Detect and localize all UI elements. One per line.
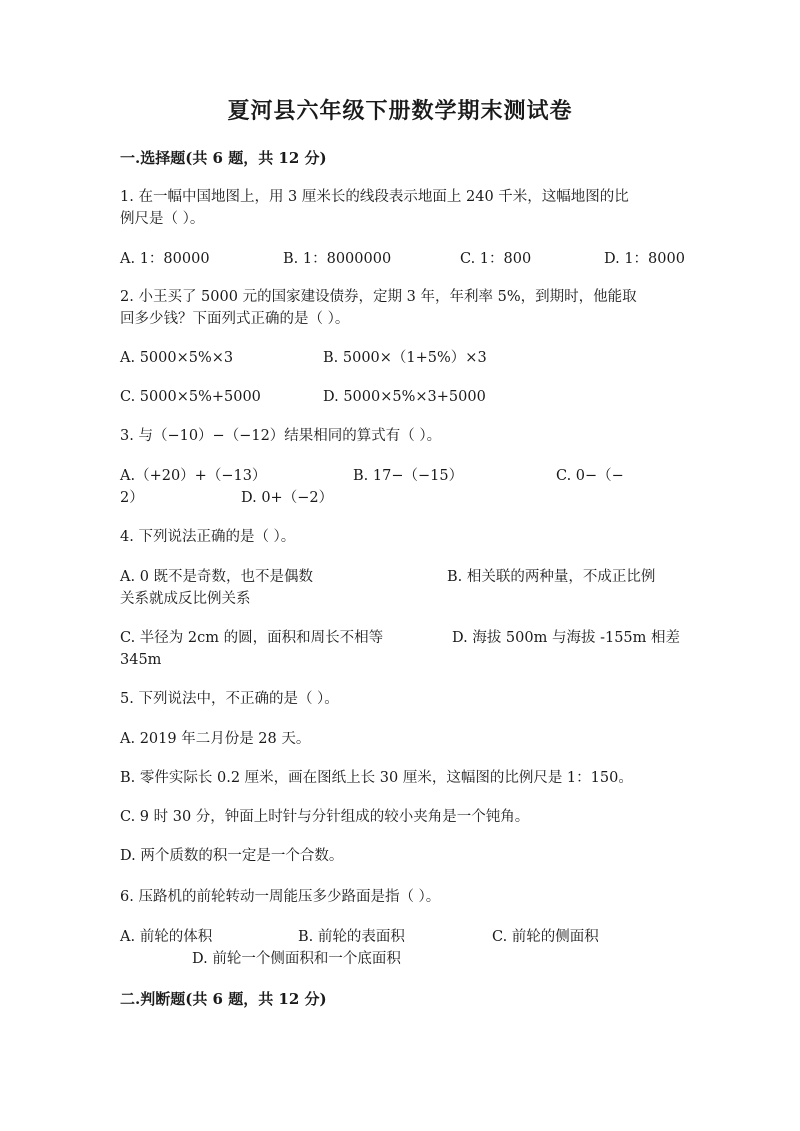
question-2-option-b: B. 5000×（1+5%）×3 xyxy=(323,350,487,366)
question-1-option-c: C. 1：800 xyxy=(460,251,532,267)
question-4-option-b-continued: 关系就成反比例关系 xyxy=(120,591,251,607)
question-3-option-c-continued: 2） xyxy=(120,490,144,506)
question-5-option-b: B. 零件实际长 0.2 厘米，画在图纸上长 30 厘米，这幅图的比例尺是 1：150。 xyxy=(120,770,633,786)
question-4-option-d: D. 海拔 500m 与海拔 -155m 相差 xyxy=(452,630,681,646)
question-6-option-c: C. 前轮的侧面积 xyxy=(492,929,599,945)
question-2-option-d: D. 5000×5%×3+5000 xyxy=(323,389,486,405)
section-heading-choice: 一.选择题(共 6 题，共 12 分) xyxy=(120,149,327,167)
question-1-option-d: D. 1：8000 xyxy=(604,251,685,267)
question-3-option-a: A.（+20）+（−13） xyxy=(120,468,267,484)
question-2-line-1: 2. 小王买了 5000 元的国家建设债券，定期 3 年，年利率 5%，到期时，他能取 xyxy=(120,289,637,305)
question-6-option-d: D. 前轮一个侧面积和一个底面积 xyxy=(192,951,401,967)
question-5-option-c: C. 9 时 30 分，钟面上时针与分针组成的较小夹角是一个钝角。 xyxy=(120,809,530,825)
question-2-line-2: 回多少钱？下面列式正确的是（ ）。 xyxy=(120,311,350,327)
question-4-stem: 4. 下列说法正确的是（ ）。 xyxy=(120,529,296,545)
question-1-stem xyxy=(120,186,680,230)
question-3-option-d: D. 0+（−2） xyxy=(241,490,334,506)
question-3-option-c: C. 0−（− xyxy=(556,468,624,484)
question-4-option-c: C. 半径为 2cm 的圆，面积和周长不相等 xyxy=(120,630,384,646)
question-4-option-d-continued: 345m xyxy=(120,652,162,668)
question-5-option-a: A. 2019 年二月份是 28 天。 xyxy=(120,731,311,747)
page-title: 夏河县六年级下册数学期末测试卷 xyxy=(227,98,573,124)
question-2-option-a: A. 5000×5%×3 xyxy=(120,350,234,366)
question-6-option-a: A. 前轮的体积 xyxy=(120,929,213,945)
question-3-stem: 3. 与（−10）−（−12）结果相同的算式有（ ）。 xyxy=(120,428,442,444)
question-1-line-1: 1. 在一幅中国地图上，用 3 厘米长的线段表示地面上 240 千米，这幅地图的比 xyxy=(120,189,629,205)
question-1-option-a: A. 1：80000 xyxy=(120,251,210,267)
section-heading-judgement: 二.判断题(共 6 题，共 12 分) xyxy=(120,990,327,1008)
question-2-stem xyxy=(120,286,680,330)
question-3-option-b: B. 17−（−15） xyxy=(353,468,464,484)
question-6-stem: 6. 压路机的前轮转动一周能压多少路面是指（ ）。 xyxy=(120,889,441,905)
question-1-line-2: 例尺是（ ）。 xyxy=(120,211,205,227)
question-5-stem: 5. 下列说法中，不正确的是（ ）。 xyxy=(120,691,339,707)
question-5-option-d: D. 两个质数的积一定是一个合数。 xyxy=(120,848,344,864)
question-4-option-a: A. 0 既不是奇数，也不是偶数 xyxy=(120,569,314,585)
question-2-option-c: C. 5000×5%+5000 xyxy=(120,389,261,405)
question-6-option-b: B. 前轮的表面积 xyxy=(298,929,405,945)
question-1-option-b: B. 1：8000000 xyxy=(283,251,392,267)
question-4-option-b: B. 相关联的两种量，不成正比例 xyxy=(447,569,656,585)
